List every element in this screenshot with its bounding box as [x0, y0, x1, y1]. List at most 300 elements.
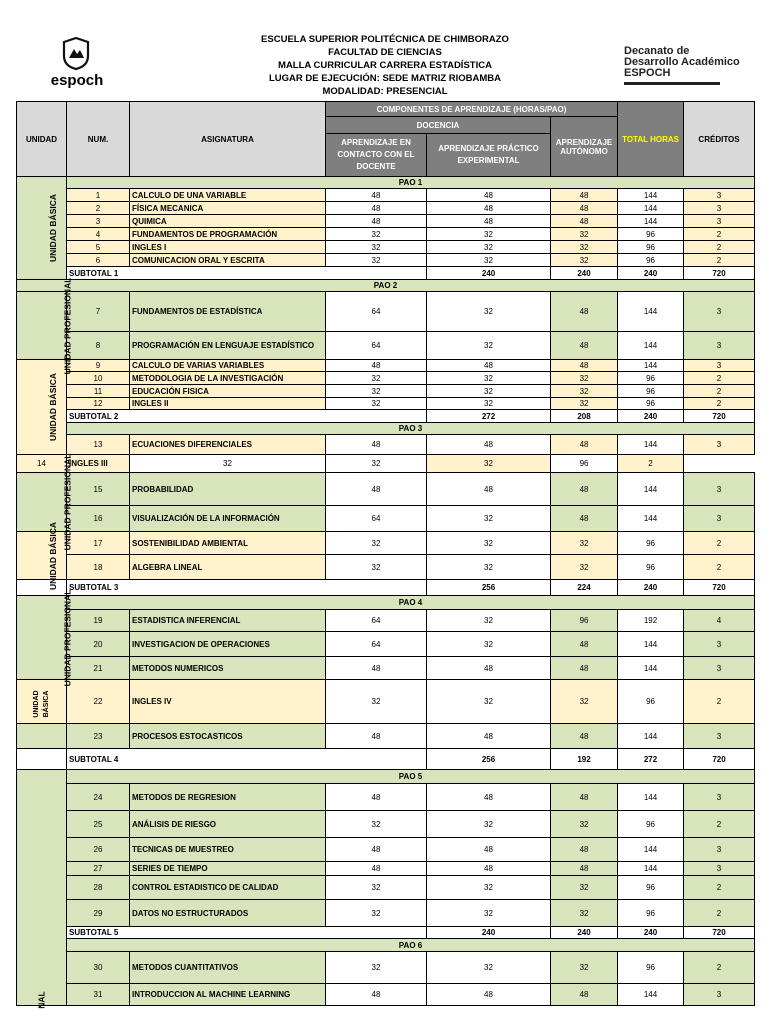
subject-row — [17, 332, 755, 360]
total-horas: 192 — [618, 610, 684, 632]
creditos: 2 — [684, 680, 755, 724]
total-horas: 96 — [618, 680, 684, 724]
hours-contacto: 64 — [326, 610, 427, 632]
hours-practico: 48 — [427, 862, 551, 876]
creditos: 2 — [684, 900, 755, 927]
creditos: 3 — [684, 632, 755, 657]
hours-contacto: 48 — [326, 657, 427, 680]
col-header-creditos: CRÉDITOS — [684, 102, 755, 177]
pao-header: PAO 5 — [67, 770, 755, 784]
subject-name: ALGEBRA LINEAL — [130, 555, 326, 580]
pao-header: PAO 4 — [67, 596, 755, 610]
hours-autonomo: 32 — [551, 241, 618, 254]
hours-autonomo: 48 — [551, 473, 618, 506]
creditos: 3 — [684, 202, 755, 215]
subject-number: 17 — [67, 532, 130, 555]
total-horas: 144 — [618, 984, 684, 1006]
pao-header: PAO 1 — [67, 177, 755, 189]
dean-line-1: Decanato de — [624, 45, 690, 57]
subject-row — [17, 632, 755, 657]
hours-contacto: 32 — [326, 372, 427, 385]
unit-label-profesional: UNIDAD PROFESIONAL — [17, 292, 67, 360]
subject-number: 22 — [67, 680, 130, 724]
subtotal-label: SUBTOTAL 5 — [67, 927, 427, 939]
hours-autonomo: 32 — [551, 228, 618, 241]
subject-name: COMUNICACION ORAL Y ESCRITA — [130, 254, 326, 267]
total-horas: 144 — [618, 360, 684, 372]
creditos: 2 — [684, 952, 755, 984]
hours-contacto: 32 — [326, 532, 427, 555]
subject-number: 8 — [67, 332, 130, 360]
creditos: 3 — [684, 657, 755, 680]
subject-row — [17, 532, 755, 555]
hours-practico: 32 — [427, 372, 551, 385]
hours-contacto: 32 — [326, 398, 427, 410]
hours-autonomo: 48 — [551, 189, 618, 202]
hours-contacto: 32 — [326, 228, 427, 241]
total-horas: 96 — [618, 228, 684, 241]
hours-contacto: 32 — [326, 385, 427, 398]
subject-row — [17, 360, 755, 372]
creditos: 2 — [684, 241, 755, 254]
col-header-docencia: DOCENCIA — [326, 117, 551, 134]
hours-contacto: 48 — [326, 215, 427, 228]
subject-number: 31 — [67, 984, 130, 1006]
subject-name: VISUALIZACIÓN DE LA INFORMACIÓN — [130, 506, 326, 532]
subtotal-row — [17, 927, 755, 939]
creditos: 2 — [684, 385, 755, 398]
subtotal-practico: 240 — [551, 927, 618, 939]
hours-autonomo: 32 — [551, 385, 618, 398]
subject-number: 15 — [67, 473, 130, 506]
hours-contacto: 64 — [326, 292, 427, 332]
creditos: 3 — [684, 506, 755, 532]
subtotal-total-horas: 720 — [684, 410, 755, 423]
hours-practico: 48 — [427, 189, 551, 202]
subject-name: CONTROL ESTADISTICO DE CALIDAD — [130, 876, 326, 900]
unit-label-profesional: UNIDAD PROFESIONAL — [17, 473, 67, 532]
subject-name: INVESTIGACION DE OPERACIONES — [130, 632, 326, 657]
faculty-name: FACULTAD DE CIENCIAS — [328, 47, 442, 58]
hours-contacto: 32 — [326, 952, 427, 984]
subject-name: ECUACIONES DIFERENCIALES — [130, 435, 326, 455]
hours-autonomo: 48 — [551, 838, 618, 862]
subject-number: 13 — [67, 435, 130, 455]
col-header-unidad: UNIDAD — [17, 102, 67, 177]
subject-row — [17, 385, 755, 398]
subject-row — [17, 984, 755, 1006]
subject-name: PROGRAMACIÓN EN LENGUAJE ESTADÍSTICO — [130, 332, 326, 360]
subject-name: INGLES IV — [130, 680, 326, 724]
total-horas: 144 — [618, 724, 684, 749]
subject-row — [17, 372, 755, 385]
hours-contacto: 64 — [326, 506, 427, 532]
subject-row — [17, 254, 755, 267]
subject-row — [17, 189, 755, 202]
document-title-block — [200, 33, 570, 98]
subtotal-total-horas: 720 — [684, 749, 755, 770]
hours-autonomo: 48 — [551, 784, 618, 811]
subject-row — [17, 202, 755, 215]
subject-row — [17, 900, 755, 927]
subject-number: 9 — [67, 360, 130, 372]
hours-autonomo: 48 — [551, 724, 618, 749]
subject-name: METODOLOGIA DE LA INVESTIGACIÓN — [130, 372, 326, 385]
subject-name: SERIES DE TIEMPO — [130, 862, 326, 876]
creditos: 2 — [684, 811, 755, 838]
subtotal-practico: 224 — [551, 580, 618, 596]
subtotal-row — [17, 580, 755, 596]
hours-practico: 48 — [427, 215, 551, 228]
total-horas: 144 — [618, 202, 684, 215]
hours-practico: 32 — [427, 254, 551, 267]
creditos: 4 — [684, 610, 755, 632]
subject-row — [17, 215, 755, 228]
col-header-autonomo: APRENDIZAJE AUTÓNOMO — [551, 117, 618, 177]
espoch-logo — [40, 36, 114, 92]
hours-practico: 32 — [427, 241, 551, 254]
subject-row — [17, 435, 755, 455]
curriculum-title: MALLA CURRICULAR CARRERA ESTADÍSTICA — [278, 60, 492, 71]
unit-label-basica: UNIDAD BÁSICA — [17, 360, 67, 455]
subtotal-row — [17, 410, 755, 423]
subject-number: 26 — [67, 838, 130, 862]
hours-practico: 48 — [427, 473, 551, 506]
creditos: 2 — [684, 532, 755, 555]
total-horas: 96 — [618, 952, 684, 984]
unit-cell — [17, 580, 67, 596]
hours-practico: 32 — [427, 876, 551, 900]
creditos: 3 — [684, 189, 755, 202]
subtotal-contacto: 272 — [427, 410, 551, 423]
subject-number: 3 — [67, 215, 130, 228]
total-horas: 96 — [618, 372, 684, 385]
total-horas: 96 — [618, 241, 684, 254]
col-header-asignatura: ASIGNATURA — [130, 102, 326, 177]
creditos: 3 — [684, 332, 755, 360]
total-horas: 144 — [618, 215, 684, 228]
hours-practico: 32 — [427, 555, 551, 580]
hours-practico: 48 — [427, 202, 551, 215]
dean-logo-bar — [624, 82, 720, 85]
total-horas: 144 — [618, 784, 684, 811]
subtotal-contacto: 240 — [427, 267, 551, 280]
subject-number: 12 — [67, 398, 130, 410]
subject-name: CALCULO DE UNA VARIABLE — [130, 189, 326, 202]
hours-contacto: 48 — [326, 473, 427, 506]
hours-autonomo: 48 — [551, 435, 618, 455]
hours-contacto: 48 — [326, 724, 427, 749]
subject-name: DATOS NO ESTRUCTURADOS — [130, 900, 326, 927]
subject-number: 6 — [67, 254, 130, 267]
subject-row — [17, 784, 755, 811]
hours-practico: 32 — [427, 292, 551, 332]
subject-number: 30 — [67, 952, 130, 984]
hours-autonomo: 96 — [551, 610, 618, 632]
total-horas: 144 — [618, 657, 684, 680]
hours-autonomo: 32 — [551, 952, 618, 984]
hours-practico: 48 — [427, 657, 551, 680]
subtotal-autonomo: 272 — [618, 749, 684, 770]
unit-label-basica: UNIDAD BÁSICA — [17, 177, 67, 280]
creditos: 3 — [684, 435, 755, 455]
subject-row — [17, 657, 755, 680]
subtotal-contacto: 256 — [427, 749, 551, 770]
total-horas: 96 — [618, 532, 684, 555]
hours-practico: 48 — [427, 784, 551, 811]
hours-autonomo: 48 — [551, 292, 618, 332]
location-line: LUGAR DE EJECUCIÓN: SEDE MATRIZ RIOBAMBA — [268, 73, 502, 84]
total-horas: 96 — [618, 876, 684, 900]
hours-contacto: 48 — [326, 862, 427, 876]
subject-number: 20 — [67, 632, 130, 657]
col-header-componentes: COMPONENTES DE APRENDIZAJE (HORAS/PAO) — [326, 102, 618, 117]
hours-practico: 48 — [427, 838, 551, 862]
subject-name: PROBABILIDAD — [130, 473, 326, 506]
hours-autonomo: 48 — [551, 332, 618, 360]
hours-contacto: 64 — [326, 332, 427, 360]
subject-number: 16 — [67, 506, 130, 532]
total-horas: 144 — [618, 632, 684, 657]
creditos: 3 — [684, 984, 755, 1006]
total-horas: 96 — [618, 900, 684, 927]
subject-row — [17, 292, 755, 332]
subject-row — [17, 241, 755, 254]
hours-autonomo: 48 — [551, 202, 618, 215]
pao-header: PAO 3 — [67, 423, 755, 435]
subject-name: PROCESOS ESTOCASTICOS — [130, 724, 326, 749]
hours-practico: 32 — [427, 228, 551, 241]
subject-number: 1 — [67, 189, 130, 202]
hours-practico: 32 — [427, 532, 551, 555]
hours-practico: 32 — [427, 632, 551, 657]
subject-row — [17, 455, 755, 473]
hours-practico: 32 — [427, 385, 551, 398]
hours-contacto: 48 — [326, 984, 427, 1006]
dean-line-2: Desarrollo Académico — [624, 56, 740, 68]
subject-name: ESTADISTICA INFERENCIAL — [130, 610, 326, 632]
subtotal-autonomo: 240 — [618, 580, 684, 596]
creditos: 2 — [684, 228, 755, 241]
hours-autonomo: 48 — [551, 657, 618, 680]
hours-practico: 48 — [427, 984, 551, 1006]
total-horas: 144 — [618, 862, 684, 876]
subtotal-autonomo: 240 — [618, 410, 684, 423]
total-horas: 96 — [618, 555, 684, 580]
hours-contacto: 48 — [326, 435, 427, 455]
total-horas: 144 — [618, 435, 684, 455]
subtotal-autonomo: 240 — [618, 267, 684, 280]
subject-number: 7 — [67, 292, 130, 332]
subtotal-label: SUBTOTAL 2 — [67, 410, 427, 423]
hours-autonomo: 48 — [551, 506, 618, 532]
hours-autonomo: 48 — [551, 215, 618, 228]
hours-contacto: 32 — [326, 680, 427, 724]
creditos: 2 — [684, 555, 755, 580]
subject-row — [17, 473, 755, 506]
creditos: 3 — [684, 360, 755, 372]
subject-name: TECNICAS DE MUESTREO — [130, 838, 326, 862]
subject-name: SOSTENIBILIDAD AMBIENTAL — [130, 532, 326, 555]
subtotal-total-horas: 720 — [684, 580, 755, 596]
hours-contacto: 32 — [326, 900, 427, 927]
total-horas: 96 — [618, 811, 684, 838]
dean-line-3: ESPOCH — [624, 67, 671, 79]
unit-label-profesional-cut: NAL — [17, 770, 67, 1006]
subject-name: INTRODUCCION AL MACHINE LEARNING — [130, 984, 326, 1006]
total-horas: 96 — [618, 254, 684, 267]
hours-contacto: 64 — [326, 632, 427, 657]
hours-contacto: 48 — [326, 784, 427, 811]
hours-autonomo: 48 — [551, 984, 618, 1006]
hours-autonomo: 48 — [551, 632, 618, 657]
subject-number: 27 — [67, 862, 130, 876]
hours-practico: 32 — [427, 332, 551, 360]
hours-autonomo: 32 — [551, 532, 618, 555]
hours-practico: 32 — [427, 610, 551, 632]
espoch-emblem-icon — [60, 36, 92, 70]
creditos: 3 — [684, 784, 755, 811]
creditos: 2 — [684, 254, 755, 267]
subject-number: 23 — [67, 724, 130, 749]
hours-practico: 32 — [427, 811, 551, 838]
hours-practico: 32 — [427, 680, 551, 724]
unit-cell — [17, 749, 67, 770]
subtotal-practico: 192 — [551, 749, 618, 770]
creditos: 3 — [684, 724, 755, 749]
col-header-practico: APRENDIZAJE PRÁCTICO EXPERIMENTAL — [427, 134, 551, 177]
document-header — [0, 0, 768, 100]
subtotal-practico: 208 — [551, 410, 618, 423]
subject-row — [17, 811, 755, 838]
creditos: 2 — [618, 455, 684, 473]
subtotal-row — [17, 267, 755, 280]
hours-contacto: 32 — [326, 811, 427, 838]
hours-practico: 32 — [427, 952, 551, 984]
modality-line: MODALIDAD: PRESENCIAL — [322, 86, 448, 97]
pao-header: PAO 6 — [67, 939, 755, 952]
hours-contacto: 48 — [326, 360, 427, 372]
hours-contacto: 32 — [326, 241, 427, 254]
subject-number: 4 — [67, 228, 130, 241]
hours-contacto: 48 — [326, 202, 427, 215]
unit-label-basica: UNIDAD BÁSICA — [17, 680, 67, 724]
subject-name: QUIMICA — [130, 215, 326, 228]
subject-name: FUNDAMENTOS DE ESTADÍSTICA — [130, 292, 326, 332]
subject-name: CALCULO DE VARIAS VARIABLES — [130, 360, 326, 372]
subject-name: METODOS DE REGRESION — [130, 784, 326, 811]
total-horas: 144 — [618, 189, 684, 202]
subject-number: 29 — [67, 900, 130, 927]
subject-row — [17, 838, 755, 862]
subject-number: 21 — [67, 657, 130, 680]
creditos: 2 — [684, 372, 755, 385]
subtotal-contacto: 240 — [427, 927, 551, 939]
subject-name: INGLES III — [67, 455, 130, 473]
logo-text: espoch — [50, 72, 104, 89]
subject-number: 18 — [67, 555, 130, 580]
hours-contacto: 32 — [326, 254, 427, 267]
total-horas: 144 — [618, 332, 684, 360]
subject-number: 10 — [67, 372, 130, 385]
institution-name: ESCUELA SUPERIOR POLITÉCNICA DE CHIMBORAZO — [261, 34, 509, 45]
subject-number: 28 — [67, 876, 130, 900]
subject-name: METODOS CUANTITATIVOS — [130, 952, 326, 984]
subject-row — [17, 610, 755, 632]
subtotal-label: SUBTOTAL 1 — [67, 267, 427, 280]
subject-row — [17, 952, 755, 984]
creditos: 3 — [684, 215, 755, 228]
col-header-num: NUM. — [67, 102, 130, 177]
total-horas: 96 — [618, 398, 684, 410]
subject-row — [17, 506, 755, 532]
subject-number: 2 — [67, 202, 130, 215]
unit-cell — [17, 724, 67, 749]
subject-row — [17, 724, 755, 749]
col-header-total-horas: TOTAL HORAS — [618, 102, 684, 177]
hours-practico: 48 — [427, 435, 551, 455]
hours-practico: 48 — [427, 724, 551, 749]
hours-practico: 32 — [326, 455, 427, 473]
hours-practico: 48 — [427, 360, 551, 372]
total-horas: 144 — [618, 838, 684, 862]
creditos: 2 — [684, 876, 755, 900]
creditos: 3 — [684, 473, 755, 506]
curriculum-table — [16, 101, 755, 1009]
subject-number: 14 — [17, 455, 67, 473]
hours-practico: 32 — [427, 900, 551, 927]
subtotal-label: SUBTOTAL 3 — [67, 580, 427, 596]
subject-row — [17, 862, 755, 876]
hours-autonomo: 32 — [427, 455, 551, 473]
subject-number: 25 — [67, 811, 130, 838]
subject-row — [17, 555, 755, 580]
hours-autonomo: 32 — [551, 811, 618, 838]
subject-name: FÍSICA MECANICA — [130, 202, 326, 215]
subtotal-total-horas: 720 — [684, 267, 755, 280]
subtotal-row — [17, 749, 755, 770]
hours-autonomo: 48 — [551, 862, 618, 876]
creditos: 2 — [684, 398, 755, 410]
hours-autonomo: 32 — [551, 555, 618, 580]
hours-contacto: 48 — [326, 189, 427, 202]
subtotal-practico: 240 — [551, 267, 618, 280]
subject-row — [17, 680, 755, 724]
hours-autonomo: 32 — [551, 680, 618, 724]
creditos: 3 — [684, 862, 755, 876]
subject-row — [17, 876, 755, 900]
total-horas: 144 — [618, 292, 684, 332]
hours-autonomo: 32 — [551, 900, 618, 927]
total-horas: 144 — [618, 506, 684, 532]
total-horas: 96 — [618, 385, 684, 398]
subject-name: FUNDAMENTOS DE PROGRAMACIÓN — [130, 228, 326, 241]
hours-autonomo: 32 — [551, 372, 618, 385]
subject-number: 5 — [67, 241, 130, 254]
hours-autonomo: 48 — [551, 360, 618, 372]
creditos: 3 — [684, 292, 755, 332]
unit-label-basica: UNIDAD BÁSICA — [17, 532, 67, 580]
hours-autonomo: 32 — [551, 876, 618, 900]
hours-contacto: 32 — [326, 876, 427, 900]
hours-practico: 32 — [427, 398, 551, 410]
hours-practico: 32 — [427, 506, 551, 532]
subject-row — [17, 398, 755, 410]
subject-number: 19 — [67, 610, 130, 632]
col-header-contacto: APRENDIZAJE EN CONTACTO CON EL DOCENTE — [326, 134, 427, 177]
hours-autonomo: 32 — [551, 398, 618, 410]
subject-number: 11 — [67, 385, 130, 398]
